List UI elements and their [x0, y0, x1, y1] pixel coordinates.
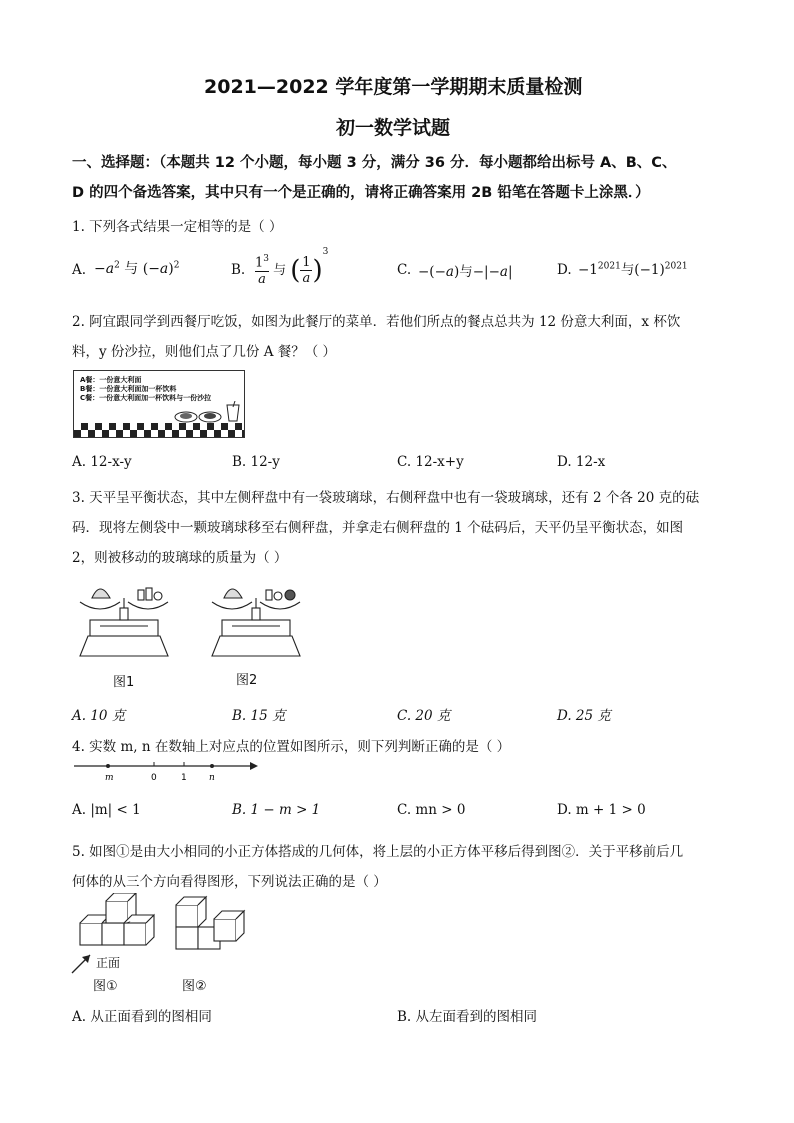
q2-line1: 2. 阿宜跟同学到西餐厅吃饭，如图为此餐厅的菜单．若他们所点的餐点总共为 12 份意大利面，x 杯饮 — [72, 314, 681, 330]
q5-option-b: B. 从左面看到的图相同 — [397, 1009, 538, 1025]
q5-front-label: 正面 — [96, 956, 121, 970]
q3-fig2-caption: 图2 — [236, 673, 258, 688]
axis-label-m: m — [105, 773, 114, 783]
q3-option-b: B. 15 克 — [232, 708, 286, 724]
q5-line2: 何体的从三个方向看得图形，下列说法正确的是（ ） — [72, 874, 387, 890]
q5-fig2-caption: 图② — [182, 979, 207, 994]
q2-option-c: C. 12-x+y — [397, 454, 464, 470]
q2-option-b: B. 12-y — [232, 454, 280, 470]
q1-stem: 1. 下列各式结果一定相等的是（ ） — [72, 219, 283, 235]
q5-option-a: A. 从正面看到的图相同 — [72, 1009, 212, 1025]
exam-title: 2021—2022 学年度第一学期期末质量检测 — [204, 76, 583, 98]
cube-figure-1 — [80, 893, 154, 945]
section-instruction-line2: D 的四个备选答案，其中只有一个是正确的，请将正确答案用 2B 铅笔在答题卡上涂黑．） — [72, 185, 650, 201]
q4-stem: 4. 实数 m, n 在数轴上对应点的位置如图所示，则下列判断正确的是（ ） — [72, 739, 511, 755]
q2-option-d: D. 12-x — [557, 454, 606, 470]
q4-option-a: A. |m| < 1 — [72, 802, 141, 818]
balance-scales-figure — [70, 578, 310, 660]
q1-option-c-label: C. — [397, 262, 412, 278]
q1-option-a-label: A. — [72, 262, 87, 278]
q5-line1: 5. 如图①是由大小相同的小正方体搭成的几何体，将上层的小正方体平移后得到图②．关于平移前后几 — [72, 844, 684, 860]
q2-option-a: A. 12-x-y — [72, 454, 132, 470]
drink-cup-icon — [224, 401, 242, 423]
q1-option-b-expr: $1^3$ a 与 ( 1 a)$^3$ — [255, 247, 329, 287]
axis-label-n: n — [209, 773, 215, 783]
q3-line3: 2，则被移动的玻璃球的质量为（ ） — [72, 550, 288, 566]
menu-item-a: A餐：一份意大利面 — [80, 376, 142, 384]
q5-fig1-caption: 图① — [93, 979, 118, 994]
menu-item-c: C餐：一份意大利面加一杯饮料与一份沙拉 — [80, 394, 212, 402]
q3-option-c: C. 20 克 — [397, 708, 451, 724]
axis-label-0: 0 — [151, 773, 157, 783]
section-instruction-line1: 一、选择题：（本题共 12 个小题，每小题 3 分，满分 36 分．每小题都给出标号 A、B、C、 — [72, 155, 677, 171]
axis-label-1: 1 — [181, 773, 187, 783]
exam-subtitle: 初一数学试题 — [336, 117, 451, 139]
q2-line2: 料，y 份沙拉，则他们点了几份 A 餐？（ ） — [72, 344, 337, 360]
q1-option-b-label: B. — [231, 262, 246, 278]
restaurant-menu-image — [73, 370, 245, 438]
q4-option-c: C. mn > 0 — [397, 802, 466, 818]
q3-line2: 码．现将左侧袋中一颗玻璃球移至右侧秤盘，并拿走右侧秤盘的 1 个砝码后，天平仍呈平衡状态，如图 — [72, 520, 684, 536]
point-n — [210, 764, 214, 768]
q3-line1: 3. 天平呈平衡状态，其中左侧秤盘中有一袋玻璃球，右侧秤盘中也有一袋玻璃球，还有 2 个各 20 克的砝 — [72, 490, 700, 506]
menu-checker-border — [74, 423, 244, 437]
number-line-figure — [72, 758, 262, 784]
balance-scale-1 — [80, 588, 168, 656]
balance-scale-2 — [212, 589, 300, 656]
q1-option-c-expr: −(−a)与−|−a| — [418, 264, 513, 280]
food-plates-icon — [174, 409, 222, 423]
point-m — [106, 764, 110, 768]
q3-option-d: D. 25 克 — [557, 708, 611, 724]
q1-option-d-label: D. — [557, 262, 572, 278]
cube-figure-2 — [176, 897, 244, 949]
q1-option-d-expr: $-1^{2021}$与$(-1)^{2021}$ — [578, 261, 688, 278]
q4-option-d: D. m + 1 > 0 — [557, 802, 646, 818]
q4-option-b: B. 1 − m > 1 — [232, 802, 321, 818]
q3-option-a: A. 10 克 — [72, 708, 126, 724]
q1-option-a-expr: $-a^2$ 与 $(-a)^2$ — [94, 260, 180, 277]
cube-figures — [66, 893, 256, 977]
q3-fig1-caption: 图1 — [113, 675, 135, 690]
menu-item-b: B餐：一份意大利面加一杯饮料 — [80, 385, 177, 393]
